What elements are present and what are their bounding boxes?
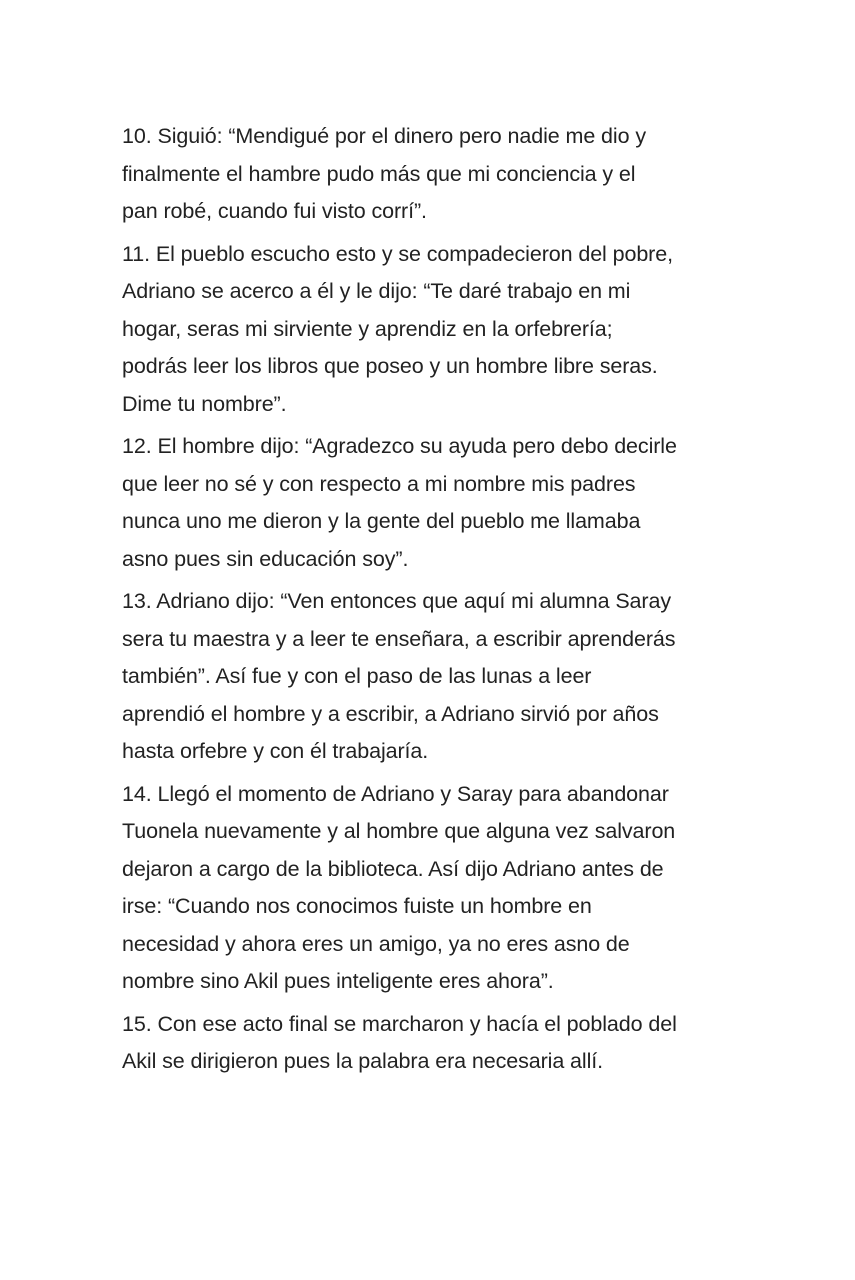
document-body xyxy=(122,118,742,1086)
text-line: 10. Siguió: “Mendigué por el dinero pero nadie me dio y xyxy=(122,124,646,148)
paragraph-13 xyxy=(122,583,742,771)
text-line: pan robé, cuando fui visto corrí”. xyxy=(122,199,427,223)
text-line: 12. El hombre dijo: “Agradezco su ayuda pero debo decirle xyxy=(122,434,677,458)
text-line: nunca uno me dieron y la gente del pueblo me llamaba xyxy=(122,509,641,533)
text-line: sera tu maestra y a leer te enseñara, a escribir aprenderás xyxy=(122,626,676,651)
paragraph-14 xyxy=(122,776,742,1001)
text-line: Adriano se acerco a él y le dijo: “Te daré trabajo en mi xyxy=(122,279,631,303)
text-line: 15. Con ese acto final se marcharon y hacía el poblado del xyxy=(122,1011,677,1036)
text-line: hogar, seras mi sirviente y aprendiz en la orfebrería; xyxy=(122,316,613,341)
text-line: hasta orfebre y con él trabajaría. xyxy=(122,739,429,763)
text-line: podrás leer los libros que poseo y un hombre libre seras. xyxy=(122,354,658,378)
text-line: finalmente el hambre pudo más que mi conciencia y el xyxy=(122,161,636,186)
paragraph-11 xyxy=(122,236,742,424)
text-line: 13. Adriano dijo: “Ven entonces que aquí mi alumna Saray xyxy=(122,589,671,613)
text-line: también”. Así fue y con el paso de las lunas a leer xyxy=(122,664,592,688)
text-line: necesidad y ahora eres un amigo, ya no eres asno de xyxy=(122,931,630,956)
text-line: nombre sino Akil pues inteligente eres ahora”. xyxy=(122,969,554,993)
paragraph-15 xyxy=(122,1006,742,1081)
text-line: Dime tu nombre”. xyxy=(122,391,287,416)
text-line: Tuonela nuevamente y al hombre que alguna vez salvaron xyxy=(122,819,676,843)
text-line: 11. El pueblo escucho esto y se compadecieron del pobre, xyxy=(122,241,673,266)
text-line: que leer no sé y con respecto a mi nombre mis padres xyxy=(122,471,636,496)
text-line: dejaron a cargo de la biblioteca. Así dijo Adriano antes de xyxy=(122,856,664,881)
text-line: asno pues sin educación soy”. xyxy=(122,546,409,571)
paragraph-12 xyxy=(122,428,742,578)
text-line: Akil se dirigieron pues la palabra era necesaria allí. xyxy=(122,1049,604,1073)
text-line: 14. Llegó el momento de Adriano y Saray para abandonar xyxy=(122,781,669,806)
text-line: aprendió el hombre y a escribir, a Adriano sirvió por años xyxy=(122,701,659,726)
text-line: irse: “Cuando nos conocimos fuiste un hombre en xyxy=(122,894,592,918)
paragraph-10 xyxy=(122,118,742,231)
